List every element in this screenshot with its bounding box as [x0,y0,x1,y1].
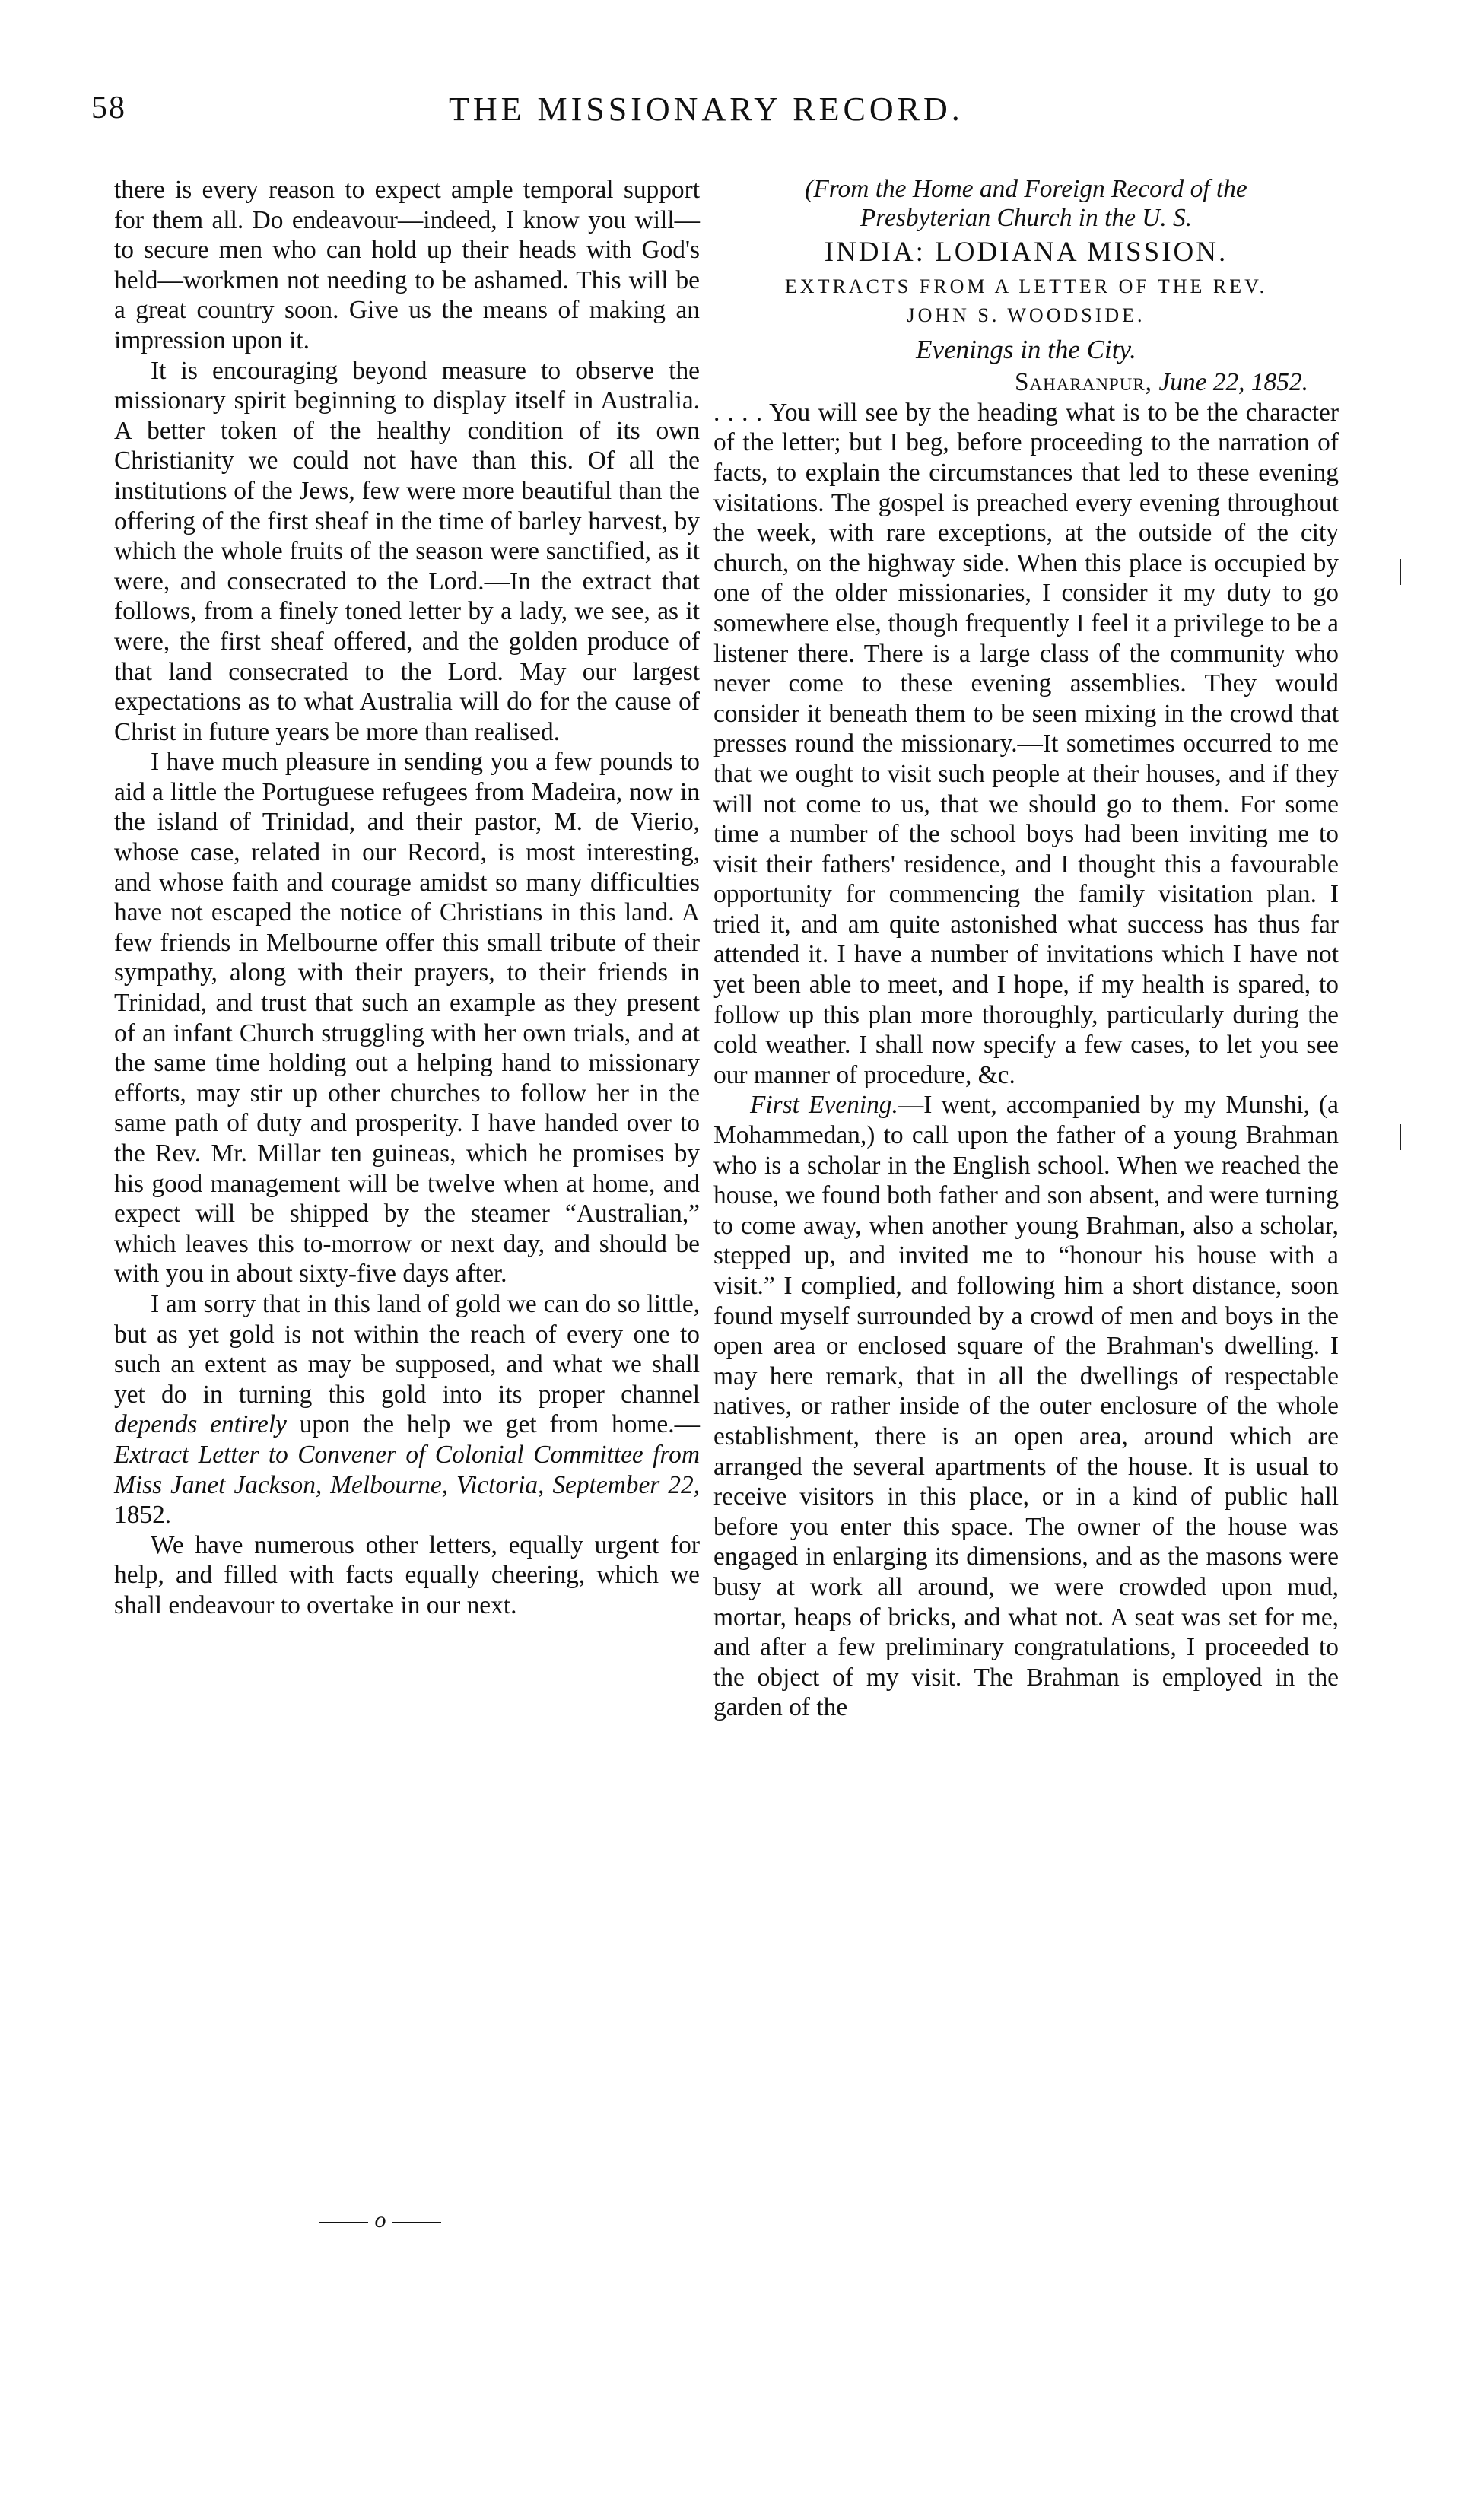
divider-mark: o [374,2207,386,2232]
page-number: 58 [91,91,126,126]
left-paragraph-4-emphasis: depends entirely [114,1410,287,1439]
margin-mark [1400,559,1401,585]
left-paragraph-2: It is encouraging beyond measure to observe the missionary spirit beginning to display itself in Australia. A better token of the healthy condition of its own Christianity we could not have than this. Of all the institutions of the Jews, few were more beautiful than the offering of the first sheaf in the time of barley harvest, by which the whole fruits of the season were sanctified, as it were, and consecrated to the Lord.—In the extract that follows, from a finely toned letter by a lady, we see, as it were, the first sheaf offered, and the golden produce of that land consecrated to the Lord. May our largest expectations as to what Australia will do for the cause of Christ in future years be more than realised. [114,356,700,746]
page-header [91,90,1324,135]
section-divider [319,2207,441,2233]
running-title: THE MISSIONARY RECORD. [449,91,964,128]
section-heading: Evenings in the City. [916,334,1136,364]
left-paragraph-4 [114,1289,700,1530]
article-subtitle-line-1: EXTRACTS FROM A LETTER OF THE REV. [784,275,1268,297]
left-column [114,175,700,1621]
dateline-place: Saharanpur, [1014,368,1153,397]
right-paragraph-1: . . . . You will see by the heading what is to be the character of the letter; but I beg, before proceeding to the narration of facts, to explain the circumstances that led to these evening visitations. The gospel is preached every evening throughout the week, with rare exceptions, at the outside of the city church, on the highway side. When this place is occupied by one of the older missionaries, I consider it my duty to go somewhere else, though frequently I feel it a privilege to be a listener there. There is a large class of the community who never come to these evening assemblies. They would consider it beneath them to be seen mixing in the crowd that presses round the missionary.—It sometimes occurred to me that we ought to visit such people at their houses, and if they will not come to us, that we should go to them. For some time a number of the school boys had been inviting me to visit their fathers' residence, and I thought this a favourable opportunity for commencing the family visitation plan. I tried it, and am quite astonished what success has thus far attended it. I have a number of invitations which I have not yet been able to meet, and I hope, if my health is spared, to follow up this plan more thoroughly, particularly during the cold weather. I shall now specify a few cases, to let you see our manner of procedure, &c. [713,398,1339,1089]
left-paragraph-4-year: 1852. [114,1501,172,1530]
right-paragraph-2 [713,1090,1339,1722]
dateline [713,367,1339,398]
left-paragraph-3: I have much pleasure in sending you a few pounds to aid a little the Portuguese refugees from Madeira, now in the island of Trinidad, and their pastor, M. de Vierio, whose case, related in our Record, is most interesting, and whose faith and courage amidst so many difficulties have not escaped the notice of Christians in this land. A few friends in Melbourne offer this small tribute of their sympathy, along with their prayers, to their friends in Trinidad, and trust that such an example as they present of an infant Church struggling with her own trials, and at the same time holding out a helping hand to missionary efforts, may stir up other churches to follow her in the same path of duty and prosperity. I have handed over to the Rev. Mr. Millar ten guineas, which he promises by his good management will be twelve when at home, and expect will be shipped by the steamer “Australian,” which leaves this to-morrow or next day, and should be with you in about sixty-five days after. [114,748,700,1289]
right-paragraph-2-text: —I went, accompanied by my Munshi, (a Mohammedan,) to call upon the father of a young Brahman who is a scholar in the English school. When we reached the house, we found both father and son absent, and were turning to come away, when another young Brahman, also a scholar, stepped up, and invited me to “honour his house with a visit.” I complied, and following him a short distance, soon found myself surrounded by a crowd of men and boys in the open area or enclosed square of the Brahman's dwelling. I may here remark, that in all the dwellings of respectable natives, or rather inside of the outer enclosure of the whole establishment, there is an open area, around which are arranged the several apartments of the house. It is usual to receive visitors in this place, or in a kind of public hall before you enter this space. The owner of the house was engaged in enlarging its dimensions, and as the masons were busy at work all around, we were crowded upon mud, mortar, heaps of bricks, and what not. A seat was set for me, and after a few preliminary congratulations, I proceeded to the object of my visit. The Brahman is employed in the garden of the [713,1091,1339,1722]
divider-rule-right [392,2222,441,2223]
dateline-date: June 22, 1852. [1158,368,1308,397]
margin-mark [1400,1124,1401,1150]
article-subtitle-line-2: JOHN S. WOODSIDE. [907,303,1146,326]
source-note-line-1: (From the Home and Foreign Record of the [805,175,1247,203]
left-paragraph-4-tail: upon the help we get from home.— [286,1410,700,1439]
article-title: INDIA: LODIANA MISSION. [824,237,1228,268]
right-column [713,175,1339,1723]
left-paragraph-4-text: I am sorry that in this land of gold we can do so little, but as yet gold is not within the reach of every one to such an extent as may be supposed, and what we shall yet do in turning this gold into its proper channel [114,1289,700,1409]
left-paragraph-5: We have numerous other letters, equally urgent for help, and filled with facts equally cheering, which we shall endeavour to overtake in our next. [114,1530,700,1619]
run-in-heading: First Evening. [750,1091,898,1120]
left-paragraph-1: there is every reason to expect ample temporal support for them all. Do endeavour—indeed, I know you will—to secure men who can hold up their heads with God's held—workmen not needing to be ashamed. This will be a great country soon. Give us the means of making an impression upon it. [114,176,700,354]
left-paragraph-4-citation: Extract Letter to Convener of Colonial Committee from Miss Janet Jackson, Melbourne, Victoria, September 22, [114,1440,700,1499]
source-note-line-2: Presbyterian Church in the U. S. [860,204,1193,232]
